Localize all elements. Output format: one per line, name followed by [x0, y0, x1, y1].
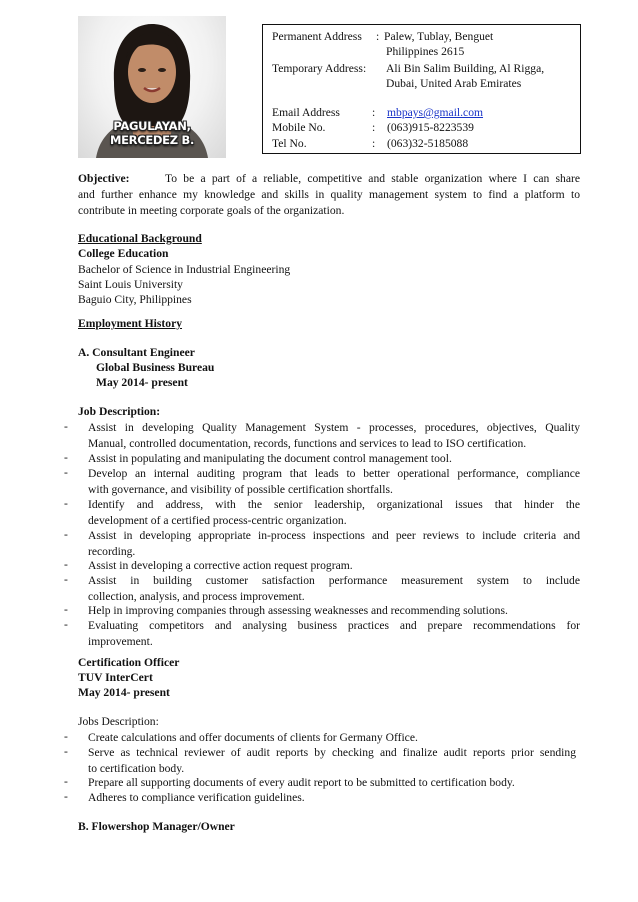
- profile-photo: [78, 16, 226, 158]
- job-b-title: B. Flowershop Manager/Owner: [78, 820, 235, 833]
- email-colon: :: [372, 106, 376, 119]
- job-a-company: Global Business Bureau: [96, 361, 215, 374]
- tel-label: Tel No.: [272, 137, 307, 150]
- objective-line1: To be a part of a reliable, competitive and stable organization where I can share: [165, 172, 580, 185]
- degree: Bachelor of Science in Industrial Engineering: [78, 263, 291, 276]
- bullet-marker: -: [64, 528, 68, 541]
- temporary-address-label: Temporary Address:: [272, 62, 367, 75]
- bullet-marker: -: [64, 730, 68, 743]
- temporary-address-line2: Dubai, United Arab Emirates: [386, 77, 522, 90]
- permanent-address-line1: Palew, Tublay, Benguet: [384, 30, 494, 43]
- job-a-description-heading: Job Description:: [78, 405, 161, 418]
- list-item: Develop an internal auditing program that leads to better operational performance, compliance with governance, and visibility of possible certification shortfalls.: [88, 467, 580, 496]
- bullet-marker: -: [64, 497, 68, 510]
- list-item: Serve as technical reviewer of audit reports by checking and finalize audit reports prior sending to certification body.: [88, 746, 576, 775]
- college-education-heading: College Education: [78, 247, 169, 260]
- job-cert-dates: May 2014- present: [78, 686, 170, 699]
- employment-heading: Employment History: [78, 317, 183, 330]
- list-item: Assist in developing a corrective action request program.: [88, 559, 353, 572]
- contact-box: [262, 24, 581, 154]
- bullet-marker: -: [64, 451, 68, 464]
- list-item: Help in improving companies through assessing weaknesses and recommending solutions.: [88, 604, 508, 617]
- list-item: Assist in populating and manipulating the document control management tool.: [88, 452, 452, 465]
- list-item: Identify and address, with the senior leadership, organizational issues that hinder the development of a certified process-centric organization.: [88, 498, 580, 527]
- school: Saint Louis University: [78, 278, 183, 291]
- job-cert-description-heading: Jobs Description:: [78, 715, 159, 728]
- list-item: Assist in developing appropriate in-process inspections and peer reviews to include criteria and recording.: [88, 529, 580, 558]
- mobile-label: Mobile No.: [272, 121, 326, 134]
- bullet-marker: -: [64, 790, 68, 803]
- tel-value: (063)32-5185088: [387, 137, 469, 150]
- list-item: Assist in developing Quality Management System - processes, procedures, objectives, Quality Manual, controlled documentation, records, functions and services to lead to ISO certification.: [88, 421, 580, 450]
- objective-line3: contribute in meeting corporate goals of the organization.: [78, 204, 345, 217]
- job-cert-title: Certification Officer: [78, 656, 180, 669]
- mobile-colon: :: [372, 121, 376, 134]
- permanent-address-line2: Philippines 2615: [386, 45, 465, 58]
- objective-line2: and further enhance my knowledge and skills in quality management system to find a platform to: [78, 188, 580, 201]
- bullet-marker: -: [64, 618, 68, 631]
- objective-label: Objective:: [78, 172, 130, 185]
- bullet-marker: -: [64, 558, 68, 571]
- job-a-dates: May 2014- present: [96, 376, 188, 389]
- list-item: Evaluating competitors and analysing business practices and prepare recommendations for improvement.: [88, 619, 580, 648]
- bullet-marker: -: [64, 466, 68, 479]
- mobile-value: (063)915-8223539: [387, 121, 474, 134]
- list-item: Prepare all supporting documents of every audit report to be submitted to certification body.: [88, 776, 515, 789]
- bullet-marker: -: [64, 420, 68, 433]
- education-heading: Educational Background: [78, 232, 202, 245]
- bullet-marker: -: [64, 775, 68, 788]
- list-item: Adheres to compliance verification guidelines.: [88, 791, 305, 804]
- school-location: Baguio City, Philippines: [78, 293, 192, 306]
- temporary-address-line1: Ali Bin Salim Building, Al Rigga,: [386, 62, 545, 75]
- photo-name-caption: PAGULAYAN, MERCEDEZ B.: [109, 119, 195, 147]
- bullet-marker: -: [64, 603, 68, 616]
- job-a-title: A. Consultant Engineer: [78, 346, 195, 359]
- permanent-address-colon: :: [376, 30, 380, 43]
- permanent-address-label: Permanent Address: [272, 30, 362, 43]
- email-link[interactable]: mbpays@gmail.com: [387, 106, 484, 119]
- bullet-marker: -: [64, 573, 68, 586]
- tel-colon: :: [372, 137, 376, 150]
- job-cert-company: TUV InterCert: [78, 671, 153, 684]
- list-item: Assist in building customer satisfaction performance measurement system to include collection, analysis, and process improvement.: [88, 574, 580, 603]
- bullet-marker: -: [64, 745, 68, 758]
- email-label: Email Address: [272, 106, 340, 119]
- list-item: Create calculations and offer documents of clients for Germany Office.: [88, 731, 418, 744]
